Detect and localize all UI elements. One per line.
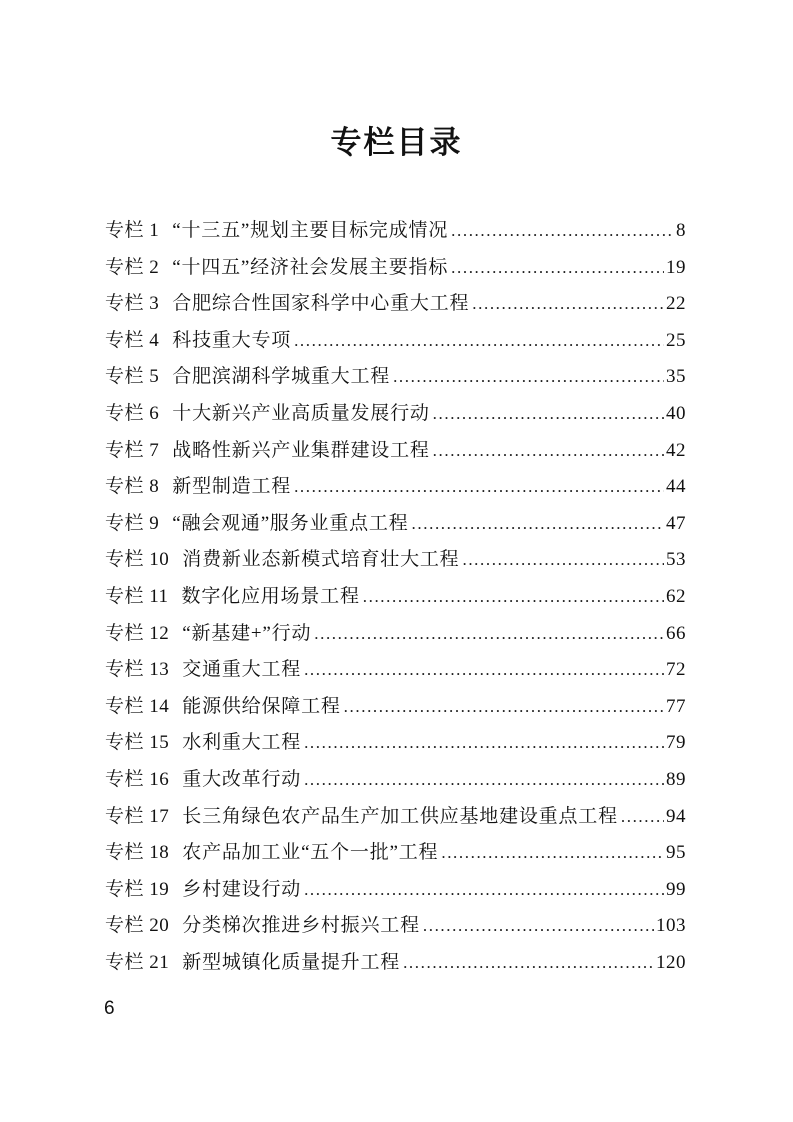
dot-leader xyxy=(472,286,664,323)
dot-leader xyxy=(451,250,664,287)
toc-entry-label: 专栏 21 xyxy=(105,951,170,973)
toc-entry-title: 合肥综合性国家科学中心重大工程 xyxy=(172,293,470,315)
toc-entry xyxy=(105,542,686,579)
toc-entry-title: 重大改革行动 xyxy=(182,768,302,790)
toc-entry-label: 专栏 5 xyxy=(105,366,160,388)
dot-leader xyxy=(451,213,674,250)
toc-entry-label: 专栏 12 xyxy=(105,622,170,644)
dot-leader xyxy=(294,469,664,506)
toc-entry xyxy=(105,323,686,360)
toc-entry-page-number: 77 xyxy=(666,695,686,717)
toc-entry-title: “十四五”经济社会发展主要指标 xyxy=(172,256,449,278)
toc-entry xyxy=(105,835,686,872)
toc-entry-page-number: 62 xyxy=(666,585,686,607)
toc-entry-page-number: 8 xyxy=(676,220,686,241)
toc-entry-page-number: 44 xyxy=(666,476,686,498)
toc-entry-label: 专栏 15 xyxy=(105,732,170,754)
dot-leader xyxy=(294,323,664,360)
toc-entry xyxy=(105,286,686,323)
dot-leader xyxy=(314,616,664,653)
toc-entry-title: “新基建+”行动 xyxy=(182,622,312,644)
toc-entry xyxy=(105,652,686,689)
dot-leader xyxy=(621,799,664,836)
dot-leader xyxy=(433,433,664,470)
toc-entry-page-number: 79 xyxy=(666,732,686,754)
dot-leader xyxy=(304,872,664,909)
toc-entry-label: 专栏 1 xyxy=(105,220,160,241)
toc-entry-title: 科技重大专项 xyxy=(172,329,292,351)
toc-entry xyxy=(105,396,686,433)
toc-entry-title: 分类梯次推进乡村振兴工程 xyxy=(182,915,420,937)
toc-entry-page-number: 42 xyxy=(666,439,686,461)
toc-entry xyxy=(105,433,686,470)
dot-leader xyxy=(304,762,664,799)
toc-entry-title: 战略性新兴产业集群建设工程 xyxy=(172,439,430,461)
toc-entry xyxy=(105,359,686,396)
dot-leader xyxy=(433,396,664,433)
toc-entry-label: 专栏 13 xyxy=(105,659,170,681)
toc-entry-page-number: 103 xyxy=(656,915,686,937)
toc-entry-title: 交通重大工程 xyxy=(182,659,302,681)
dot-leader xyxy=(403,945,654,982)
toc-entry-label: 专栏 14 xyxy=(105,695,170,717)
toc-entry-title: “十三五”规划主要目标完成情况 xyxy=(172,220,449,241)
toc-entry-title: 十大新兴产业高质量发展行动 xyxy=(172,402,430,424)
footer-page-number: 6 xyxy=(104,998,115,1019)
toc-entry-title: “融会观通”服务业重点工程 xyxy=(172,512,409,534)
toc-entry-title: 水利重大工程 xyxy=(182,732,302,754)
toc-entry-label: 专栏 20 xyxy=(105,915,170,937)
dot-leader xyxy=(344,689,664,726)
toc-entry-page-number: 19 xyxy=(666,256,686,278)
toc-entry-label: 专栏 19 xyxy=(105,878,170,900)
toc-entry-page-number: 72 xyxy=(666,659,686,681)
dot-leader xyxy=(412,506,664,543)
toc-entry-page-number: 89 xyxy=(666,768,686,790)
toc-entry-title: 长三角绿色农产品生产加工供应基地建设重点工程 xyxy=(182,805,618,827)
toc-entry-page-number: 22 xyxy=(666,293,686,315)
toc-entry-label: 专栏 8 xyxy=(105,476,160,498)
toc-entry-label: 专栏 4 xyxy=(105,329,160,351)
toc-entry-title: 新型城镇化质量提升工程 xyxy=(182,951,401,973)
toc-entry xyxy=(105,689,686,726)
toc-entry-page-number: 53 xyxy=(666,549,686,571)
toc-entry-label: 专栏 18 xyxy=(105,842,170,864)
toc-entry-label: 专栏 6 xyxy=(105,402,160,424)
toc-entry xyxy=(105,872,686,909)
toc-entry-label: 专栏 2 xyxy=(105,256,160,278)
dot-leader xyxy=(304,725,664,762)
toc-entry xyxy=(105,799,686,836)
dot-leader xyxy=(304,652,664,689)
toc-entry-page-number: 120 xyxy=(656,951,686,973)
toc-entry-page-number: 25 xyxy=(666,329,686,351)
toc-entry-label: 专栏 17 xyxy=(105,805,170,827)
page-title: 专栏目录 xyxy=(330,125,463,160)
toc-entry-label: 专栏 10 xyxy=(105,549,170,571)
toc-entry-title: 农产品加工业“五个一批”工程 xyxy=(182,842,439,864)
toc-entry-title: 合肥滨湖科学城重大工程 xyxy=(172,366,391,388)
dot-leader xyxy=(462,542,664,579)
toc-list xyxy=(105,213,686,981)
toc-entry-page-number: 66 xyxy=(666,622,686,644)
toc-entry-title: 新型制造工程 xyxy=(172,476,292,498)
toc-entry xyxy=(105,908,686,945)
toc-entry-label: 专栏 11 xyxy=(105,585,169,607)
toc-entry-page-number: 40 xyxy=(666,402,686,424)
toc-entry xyxy=(105,250,686,287)
toc-entry-page-number: 99 xyxy=(666,878,686,900)
toc-entry xyxy=(105,945,686,982)
toc-entry-title: 乡村建设行动 xyxy=(182,878,302,900)
toc-entry-page-number: 95 xyxy=(666,842,686,864)
toc-entry-page-number: 94 xyxy=(666,805,686,827)
toc-entry-page-number: 47 xyxy=(666,512,686,534)
toc-entry xyxy=(105,616,686,653)
toc-entry-page-number: 35 xyxy=(666,366,686,388)
toc-entry xyxy=(105,506,686,543)
dot-leader xyxy=(441,835,664,872)
toc-entry-label: 专栏 9 xyxy=(105,512,160,534)
toc-entry xyxy=(105,213,686,250)
toc-entry-label: 专栏 7 xyxy=(105,439,160,461)
toc-entry-label: 专栏 3 xyxy=(105,293,160,315)
dot-leader xyxy=(363,579,664,616)
toc-entry-title: 消费新业态新模式培育壮大工程 xyxy=(182,549,460,571)
toc-entry xyxy=(105,469,686,506)
toc-entry xyxy=(105,725,686,762)
toc-entry xyxy=(105,762,686,799)
dot-leader xyxy=(393,359,664,396)
toc-entry xyxy=(105,579,686,616)
toc-entry-title: 能源供给保障工程 xyxy=(182,695,341,717)
dot-leader xyxy=(423,908,654,945)
toc-entry-label: 专栏 16 xyxy=(105,768,170,790)
toc-entry-title: 数字化应用场景工程 xyxy=(181,585,360,607)
